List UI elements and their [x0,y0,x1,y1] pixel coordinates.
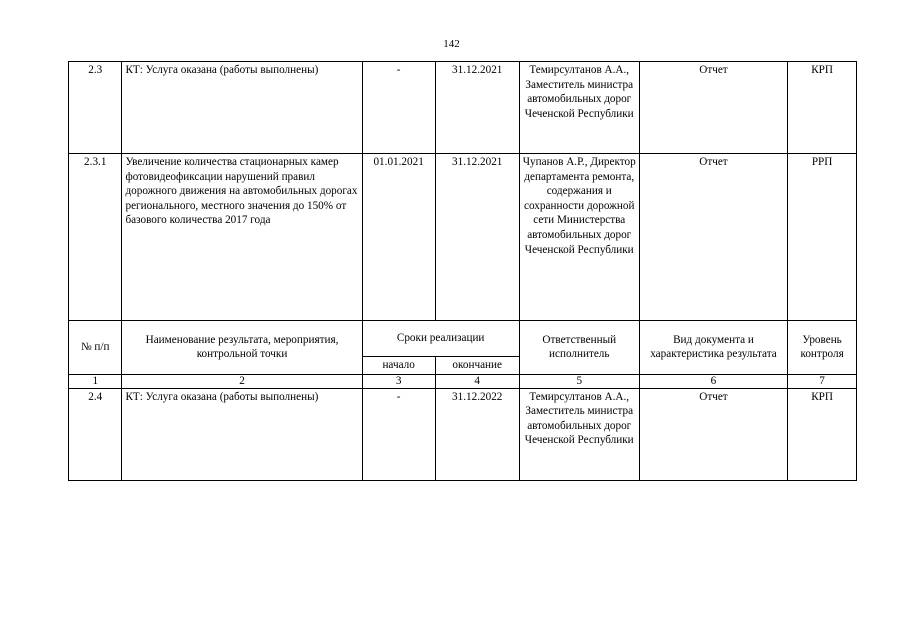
row-end: 31.12.2021 [435,62,519,154]
row-executor: Чупанов А.Р., Директор департамента ремонта, содержания и сохранности дорожной сети Министерства автомобильных дорог Чеченской Республики [519,154,639,321]
column-number: 5 [519,374,639,388]
column-number: 3 [362,374,435,388]
row-name: КТ: Услуга оказана (работы выполнены) [122,388,362,480]
row-executor: Темирсултанов А.А., Заместитель министра автомобильных дорог Чеченской Республики [519,62,639,154]
row-end: 31.12.2022 [435,388,519,480]
column-numbers-row [69,374,857,388]
row-end: 31.12.2021 [435,154,519,321]
row-doc: Отчет [639,388,787,480]
column-number: 1 [69,374,122,388]
column-number: 7 [788,374,857,388]
table-row [69,388,857,480]
row-level: КРП [788,62,857,154]
header-doc: Вид документа и характеристика результата [639,321,787,375]
row-name: КТ: Услуга оказана (работы выполнены) [122,62,362,154]
row-doc: Отчет [639,62,787,154]
row-name: Увеличение количества стационарных камер фотовидеофиксации нарушений правил дорожного движения на автомобильных дорогах регионального, местного значения до 150% от базового количества 2017 года [122,154,362,321]
plan-table [68,61,857,481]
header-end: окончание [435,357,519,375]
row-number: 2.3 [69,62,122,154]
row-start: 01.01.2021 [362,154,435,321]
header-name: Наименование результата, мероприятия, контрольной точки [122,321,362,375]
row-executor: Темирсултанов А.А., Заместитель министра автомобильных дорог Чеченской Республики [519,388,639,480]
row-level: КРП [788,388,857,480]
table-row [69,62,857,154]
table-header-row [69,321,857,357]
header-level: Уровень контроля [788,321,857,375]
column-number: 6 [639,374,787,388]
column-number: 2 [122,374,362,388]
header-start: начало [362,357,435,375]
column-number: 4 [435,374,519,388]
header-terms: Сроки реализации [362,321,519,357]
page-number: 142 [443,38,460,50]
header-executor: Ответственный исполнитель [519,321,639,375]
table-row [69,154,857,321]
row-doc: Отчет [639,154,787,321]
header-no: № п/п [69,321,122,375]
row-number: 2.3.1 [69,154,122,321]
row-number: 2.4 [69,388,122,480]
row-start: - [362,388,435,480]
row-level: РРП [788,154,857,321]
row-start: - [362,62,435,154]
